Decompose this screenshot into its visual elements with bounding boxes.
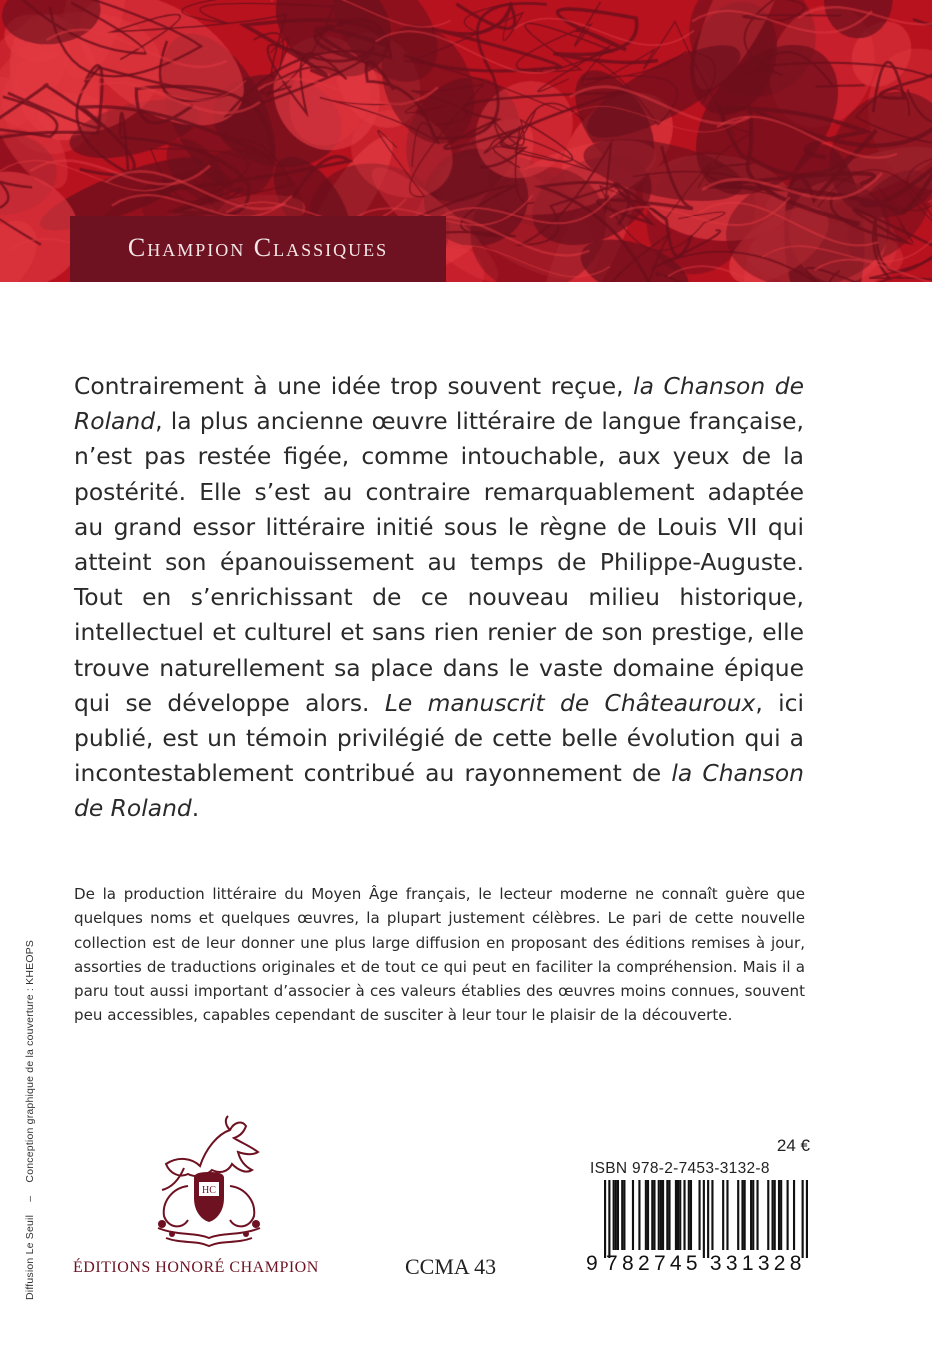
barcode-bar — [651, 1180, 653, 1250]
back-cover-blurb — [74, 369, 804, 827]
barcode-bar — [741, 1180, 743, 1250]
isbn-label: ISBN 978-2-7453-3132-8 — [590, 1160, 770, 1177]
barcode-bar — [660, 1180, 662, 1250]
barcode-bar — [806, 1180, 808, 1258]
barcode-bar — [756, 1180, 758, 1250]
barcode-bar — [617, 1180, 619, 1250]
barcode-bar — [698, 1180, 700, 1250]
barcode-bar — [621, 1180, 623, 1250]
barcode-bar — [604, 1180, 606, 1258]
barcode-bar — [679, 1180, 681, 1250]
blurb-title-italic: la Chanson de Roland — [74, 372, 804, 436]
blurb-text: . — [191, 794, 200, 823]
barcode-bar — [675, 1180, 677, 1250]
series-label: Champion Classiques — [127, 233, 389, 262]
barcode-bar — [722, 1180, 724, 1250]
barcode-bar — [688, 1180, 690, 1250]
barcode-bar — [668, 1180, 670, 1250]
credit-separator: – — [24, 1195, 36, 1202]
barcode-bar — [780, 1180, 782, 1250]
barcode-bar — [752, 1180, 754, 1250]
blurb-text: , ici publié, est un témoin privilégié de cette belle évolution qui a incontestablement contribué au rayonnement de — [74, 688, 804, 788]
blurb-title-italic: la Chanson de Roland — [74, 759, 805, 823]
barcode-bar — [615, 1180, 617, 1250]
barcode-bar — [707, 1180, 709, 1258]
ean-13-barcode — [604, 1180, 808, 1258]
barcode-bar — [677, 1180, 679, 1250]
barcode-bar — [632, 1180, 634, 1250]
barcode-bar — [703, 1180, 705, 1258]
barcode-bar — [647, 1180, 649, 1250]
blurb-title-italic: Le manuscrit de Châteauroux — [384, 688, 756, 717]
barcode-bar — [683, 1180, 685, 1250]
blurb-text: Contrairement à une idée trop souvent reçue, — [74, 372, 634, 400]
barcode-bar — [690, 1180, 692, 1250]
side-credit — [24, 870, 36, 1300]
barcode-bar — [778, 1180, 780, 1250]
barcode-bar — [726, 1180, 728, 1250]
barcode-bar — [666, 1180, 668, 1250]
barcode-bar — [744, 1180, 746, 1250]
cover-design-credit: Conception graphique de la couverture : KHEOPS — [24, 939, 36, 1183]
barcode-bar — [645, 1180, 647, 1250]
publisher-name: ÉDITIONS HONORÉ CHAMPION — [73, 1259, 319, 1276]
blurb-text: , la plus ancienne œuvre littéraire de langue française, n’est pas restée figée, comme intouchable, aux yeux de la postérité. Elle s’est au contraire remarquablement adaptée au grand essor littéraire initié sous le règne de Louis VII qui atteint son épanouissement au temps de Philippe-Auguste. Tout en s’enrichissant de ce nouveau milieu historique, intellectuel et culturel et sans rien renier de son prestige, elle trouve naturellement sa place dans le vaste domaine épique qui se développe alors. — [74, 407, 804, 717]
series-banner — [70, 216, 446, 282]
barcode-bar — [623, 1180, 625, 1250]
price: 24 € — [776, 1136, 810, 1155]
barcode-bar — [653, 1180, 655, 1250]
barcode-bar — [662, 1180, 664, 1250]
barcode-bar — [613, 1180, 615, 1250]
barcode-bar — [711, 1180, 713, 1250]
barcode-bar — [793, 1180, 795, 1250]
series-code: CCMA 43 — [405, 1254, 497, 1279]
barcode-bar — [737, 1180, 739, 1250]
logo-monogram: HC — [202, 1185, 216, 1196]
barcode-lead-digit: 9 — [586, 1252, 598, 1275]
barcode-bar — [638, 1180, 640, 1250]
barcode-bar — [774, 1180, 776, 1250]
barcode-digits — [586, 1252, 814, 1276]
diffusion-credit: Diffusion Le Seuil — [24, 1214, 36, 1300]
barcode-bar — [608, 1180, 610, 1258]
barcode-bar — [750, 1180, 752, 1250]
barcode-bar — [767, 1180, 769, 1250]
barcode-bar — [771, 1180, 773, 1250]
collection-description: De la production littéraire du Moyen Âge français, le lecteur moderne ne connaît guère que quelques noms et quelques œuvres, la plupart justement célèbres. Le pari de cette nouvelle collection est de leur donner une plus large diffusion en proposant des éditions remises à jour, assorties de traductions originales et de tout ce qui peut en faciliter la compréhension. Mais il a paru tout aussi important d’associer à ces valeurs établies des œuvres moins connues, souvent peu accessibles, capables cependant de susciter à leur tour le plaisir de la découverte. — [74, 885, 805, 1025]
horse-crest-logo — [148, 1112, 270, 1250]
barcode-bar — [787, 1180, 789, 1250]
barcode-left-group: 782745 — [606, 1252, 702, 1275]
barcode-bar — [658, 1180, 660, 1250]
barcode-bar — [802, 1180, 804, 1258]
barcode-right-group: 331328 — [709, 1252, 806, 1275]
